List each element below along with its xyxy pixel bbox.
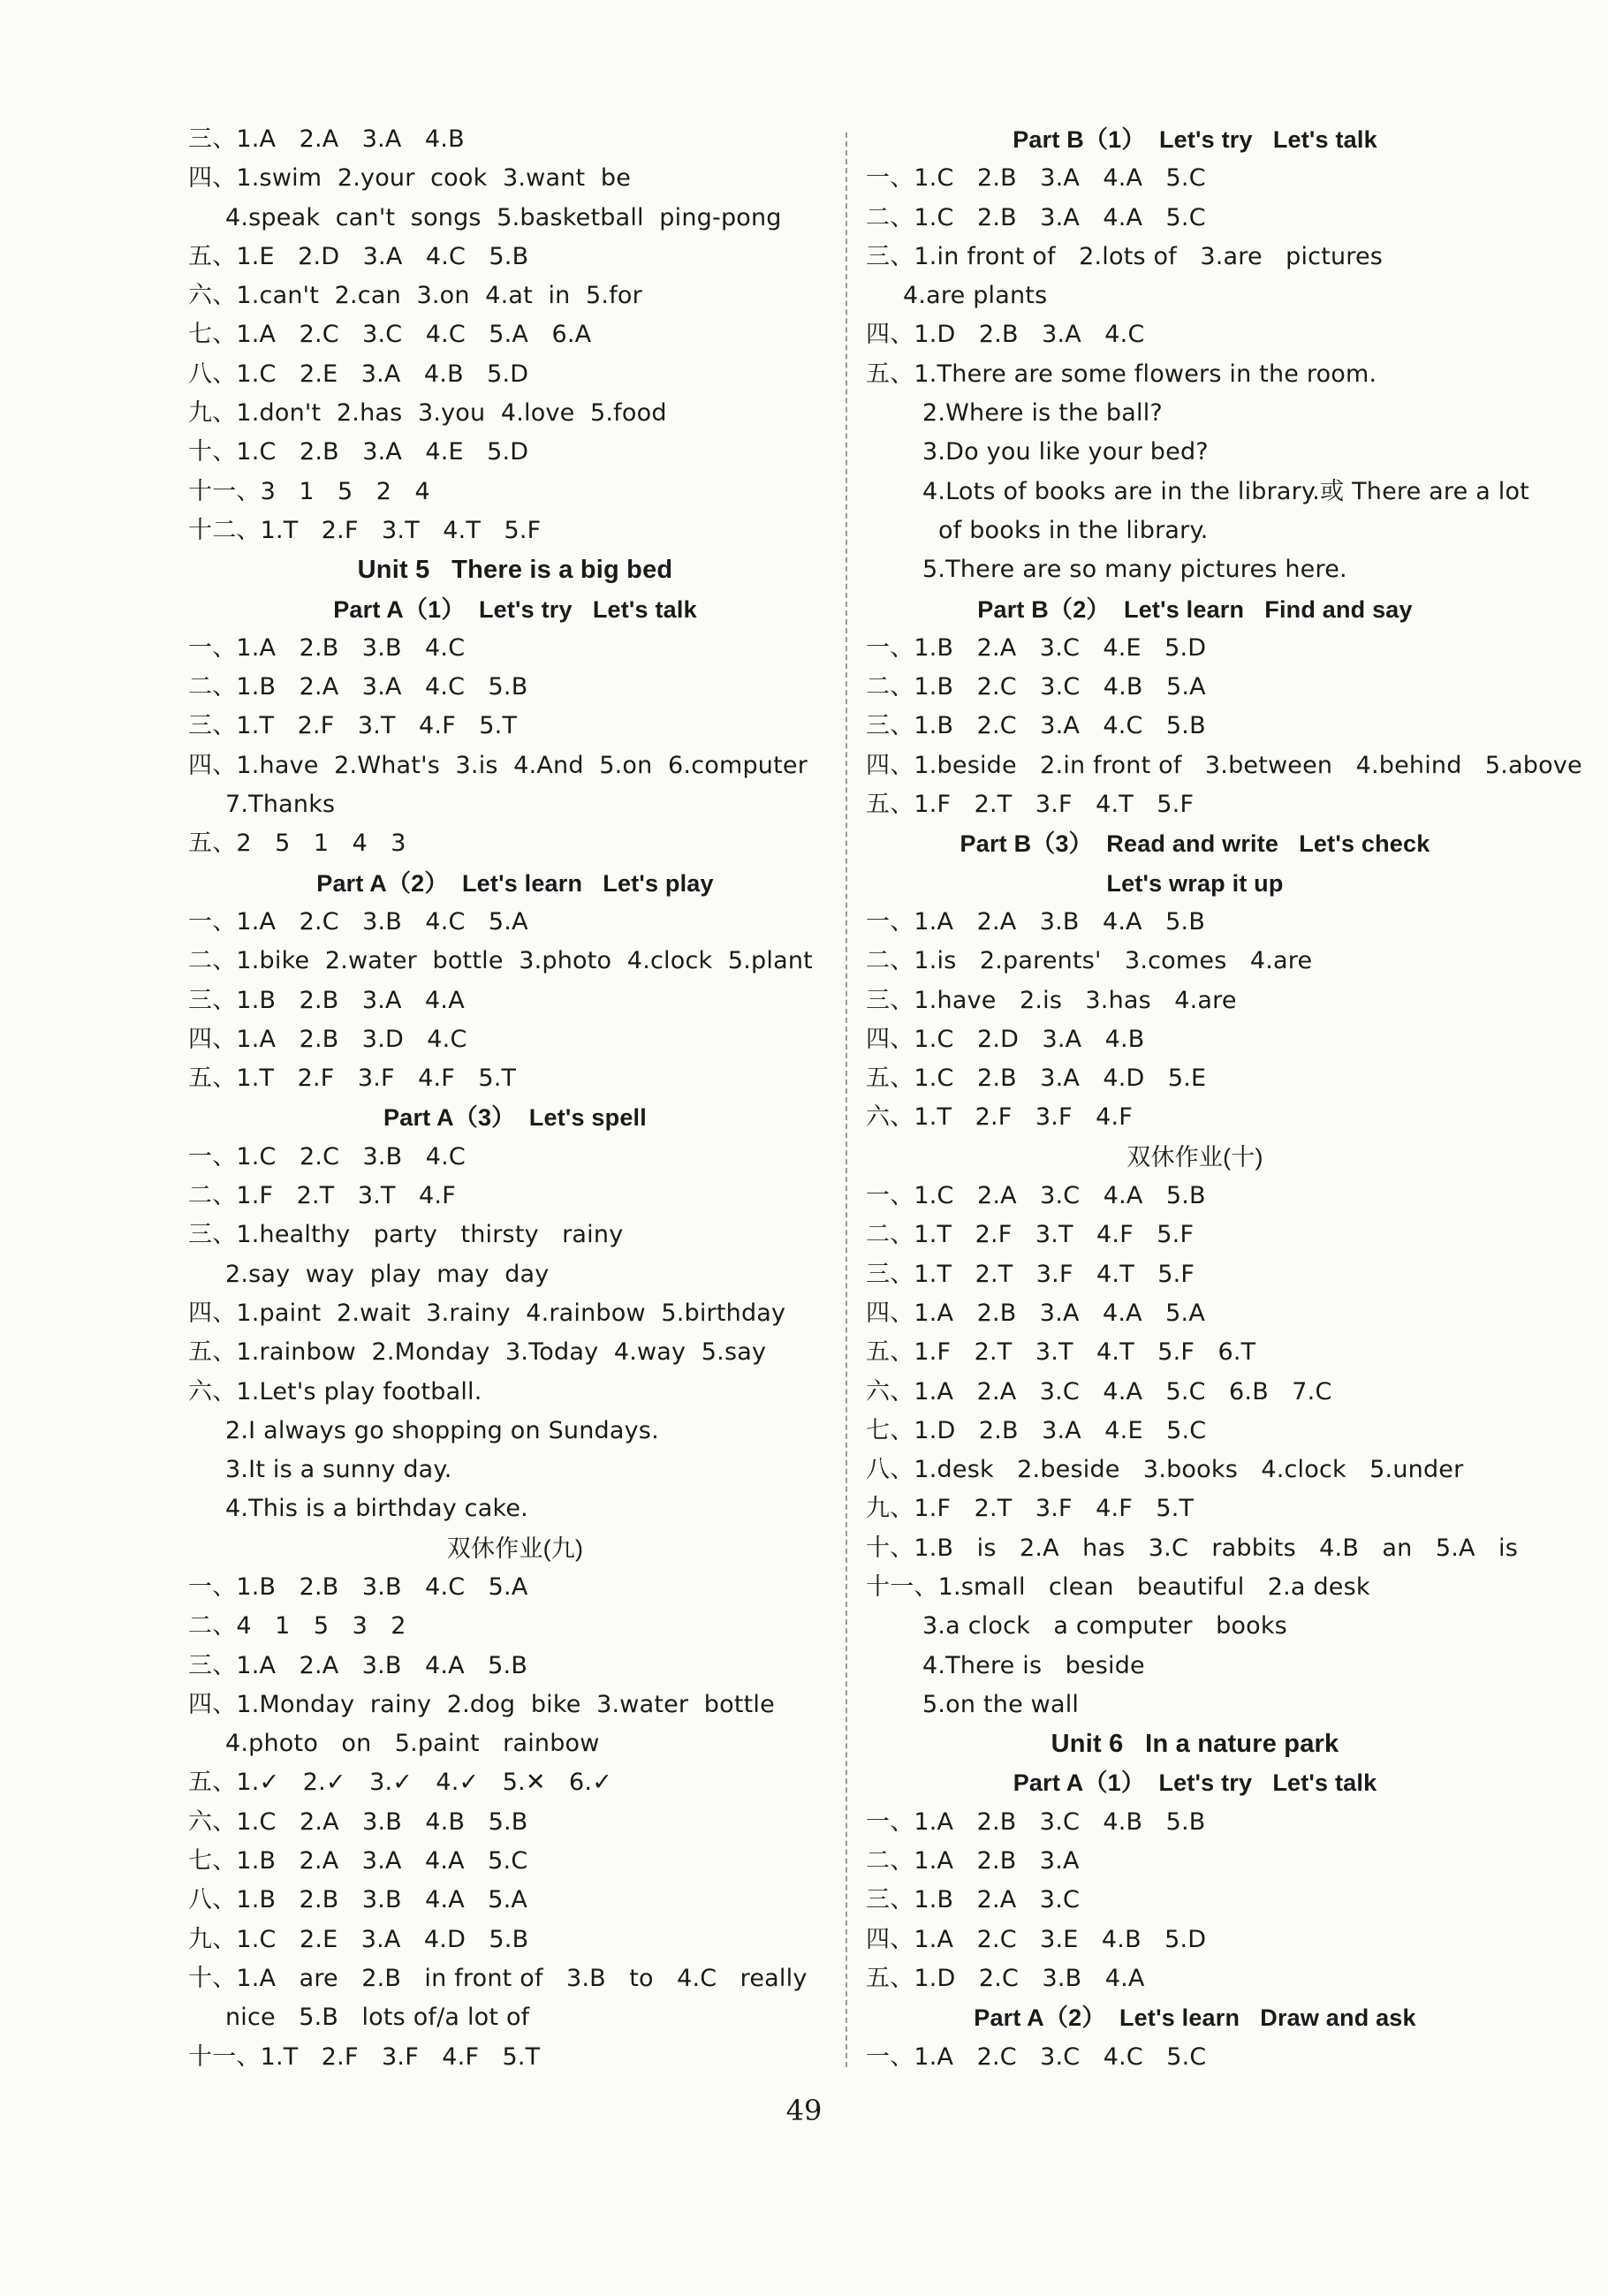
part-heading: Part A（2） Let's learn Draw and ask	[974, 2004, 1416, 2032]
column-divider	[846, 133, 847, 2067]
answer-line: 三、1.A 2.A 3.A 4.B	[188, 125, 465, 153]
answer-line: 4.There is beside	[922, 1651, 1145, 1679]
answer-line: 九、1.don't 2.has 3.you 4.love 5.food	[188, 399, 667, 428]
answer-line: 十一、1.T 2.F 3.F 4.F 5.T	[188, 2042, 541, 2071]
answer-line: 4.Lots of books are in the library.或 There are a lot	[922, 477, 1529, 505]
answer-line: 五、1.D 2.C 3.B 4.A	[866, 1964, 1145, 1992]
answer-line: 五、1.E 2.D 3.A 4.C 5.B	[188, 242, 529, 270]
answer-line: 四、1.A 2.B 3.D 4.C	[188, 1025, 467, 1053]
answer-line: 四、1.C 2.D 3.A 4.B	[866, 1025, 1145, 1053]
answer-line: 4.photo on 5.paint rainbow	[225, 1730, 600, 1758]
answer-line: 九、1.C 2.E 3.A 4.D 5.B	[188, 1925, 529, 1953]
answer-line: 三、1.B 2.A 3.C	[866, 1886, 1081, 1914]
answer-line: 2.Where is the ball?	[922, 399, 1163, 428]
answer-line: 十一、1.small clean beautiful 2.a desk	[866, 1572, 1370, 1601]
answer-line: 二、4 1 5 3 2	[188, 1612, 406, 1641]
answer-line: 十二、1.T 2.F 3.T 4.T 5.F	[188, 516, 542, 544]
answer-line: 六、1.Let's play football.	[188, 1377, 482, 1406]
answer-line: 三、1.have 2.is 3.has 4.are	[866, 986, 1237, 1014]
answer-line: 六、1.T 2.F 3.F 4.F	[866, 1103, 1133, 1132]
answer-line: 五、2 5 1 4 3	[188, 830, 406, 858]
answer-line: 一、1.C 2.C 3.B 4.C	[188, 1142, 466, 1171]
part-heading: Part A（1） Let's try Let's talk	[1013, 1769, 1377, 1797]
part-heading: Part B（3） Read and write Let's check	[959, 830, 1430, 858]
answer-line: 三、1.B 2.B 3.A 4.A	[188, 986, 465, 1014]
answer-line: 一、1.C 2.A 3.C 4.A 5.B	[866, 1182, 1206, 1210]
answer-line: 三、1.in front of 2.lots of 3.are pictures	[866, 242, 1384, 270]
answer-line: 二、1.A 2.B 3.A	[866, 1847, 1080, 1875]
page-number: 49	[785, 2094, 823, 2127]
answer-line: 一、1.C 2.B 3.A 4.A 5.C	[866, 164, 1206, 193]
answer-line: 2.say way play may day	[225, 1260, 550, 1288]
answer-line: 七、1.B 2.A 3.A 4.A 5.C	[188, 1847, 528, 1875]
part-heading: Part A（3） Let's spell	[383, 1104, 647, 1132]
answer-line: 四、1.swim 2.your cook 3.want be	[188, 164, 631, 193]
answer-line: 四、1.A 2.B 3.A 4.A 5.A	[866, 1299, 1205, 1327]
answer-line: 十、1.B is 2.A has 3.C rabbits 4.B an 5.A is	[866, 1534, 1518, 1562]
answer-line: 六、1.can't 2.can 3.on 4.at in 5.for	[188, 282, 642, 310]
right-column	[866, 120, 1582, 2077]
answer-line: 一、1.A 2.B 3.C 4.B 5.B	[866, 1807, 1206, 1836]
part-heading: Part B（1） Let's try Let's talk	[1013, 126, 1377, 153]
answer-line: 2.I always go shopping on Sundays.	[225, 1416, 659, 1444]
answer-line: 4.speak can't songs 5.basketball ping-pong	[225, 203, 782, 231]
answer-line: 四、1.Monday rainy 2.dog bike 3.water bottle	[188, 1690, 775, 1718]
answer-line: 四、1.A 2.C 3.E 4.B 5.D	[866, 1925, 1207, 1953]
answer-line: nice 5.B lots of/a lot of	[225, 2004, 530, 2032]
answer-line: 5.There are so many pictures here.	[922, 556, 1347, 584]
answer-line: 三、1.B 2.C 3.A 4.C 5.B	[866, 712, 1206, 740]
answer-line: 四、1.D 2.B 3.A 4.C	[866, 321, 1145, 349]
answer-line: 七、1.A 2.C 3.C 4.C 5.A 6.A	[188, 321, 592, 349]
answer-line: 4.are plants	[903, 282, 1048, 310]
answer-line: 5.on the wall	[922, 1690, 1080, 1718]
answer-line: 3.Do you like your bed?	[922, 438, 1209, 466]
answer-line: 八、1.C 2.E 3.A 4.B 5.D	[188, 360, 529, 388]
answer-line: 二、1.is 2.parents' 3.comes 4.are	[866, 947, 1313, 975]
answer-line: 二、1.bike 2.water bottle 3.photo 4.clock 5.plant	[188, 947, 813, 975]
answer-line: 三、1.T 2.F 3.T 4.F 5.T	[188, 712, 518, 740]
answer-line: 二、1.B 2.C 3.C 4.B 5.A	[866, 673, 1206, 701]
answer-line: 五、1.C 2.B 3.A 4.D 5.E	[866, 1065, 1207, 1093]
answer-line: 六、1.C 2.A 3.B 4.B 5.B	[188, 1807, 528, 1836]
answer-line: 五、1.There are some flowers in the room.	[866, 360, 1377, 388]
answer-line: 一、1.A 2.A 3.B 4.A 5.B	[866, 907, 1206, 936]
answer-line: 一、1.B 2.A 3.C 4.E 5.D	[866, 633, 1207, 662]
answer-line: 二、1.T 2.F 3.T 4.F 5.F	[866, 1221, 1195, 1249]
part-heading: Let's wrap it up	[1106, 869, 1284, 897]
answer-line: 三、1.T 2.T 3.F 4.T 5.F	[866, 1260, 1195, 1288]
answer-line: 五、1.F 2.T 3.T 4.T 5.F 6.T	[866, 1338, 1256, 1367]
part-heading: Part A（1） Let's try Let's talk	[333, 595, 697, 623]
answer-line: of books in the library.	[938, 516, 1209, 544]
answer-line: 二、1.C 2.B 3.A 4.A 5.C	[866, 203, 1206, 231]
answer-line: 五、1.✓ 2.✓ 3.✓ 4.✓ 5.✕ 6.✓	[188, 1769, 613, 1797]
part-heading: Part A（2） Let's learn Let's play	[316, 869, 714, 897]
answer-line: 一、1.A 2.B 3.B 4.C	[188, 633, 466, 662]
unit-heading: Unit 6 In a nature park	[1051, 1730, 1339, 1759]
left-column	[188, 120, 842, 2077]
answer-line: 4.This is a birthday cake.	[225, 1495, 528, 1523]
homework-heading: 双休作业(十)	[1126, 1143, 1263, 1171]
answer-line: 四、1.have 2.What's 3.is 4.And 5.on 6.computer	[188, 751, 808, 779]
answer-line: 五、1.rainbow 2.Monday 3.Today 4.way 5.say	[188, 1338, 767, 1367]
answer-line: 十、1.A are 2.B in front of 3.B to 4.C really	[188, 1964, 808, 1992]
answer-line: 四、1.paint 2.wait 3.rainy 4.rainbow 5.birthday	[188, 1299, 786, 1327]
answer-line: 一、1.A 2.C 3.B 4.C 5.A	[188, 907, 528, 936]
answer-line: 二、1.B 2.A 3.A 4.C 5.B	[188, 673, 528, 701]
answer-line: 3.a clock a computer books	[922, 1612, 1287, 1641]
answer-line: 八、1.B 2.B 3.B 4.A 5.A	[188, 1886, 528, 1914]
part-heading: Part B（2） Let's learn Find and say	[977, 595, 1413, 623]
answer-line: 五、1.F 2.T 3.F 4.T 5.F	[866, 791, 1195, 819]
answer-line: 一、1.A 2.C 3.C 4.C 5.C	[866, 2042, 1207, 2071]
answer-line: 7.Thanks	[225, 791, 336, 819]
answer-line: 十一、3 1 5 2 4	[188, 477, 430, 505]
answer-line: 3.It is a sunny day.	[225, 1456, 452, 1484]
unit-heading: Unit 5 There is a big bed	[357, 556, 673, 585]
answer-line: 二、1.F 2.T 3.T 4.F	[188, 1182, 456, 1210]
answer-line: 三、1.healthy party thirsty rainy	[188, 1221, 624, 1249]
answer-line: 七、1.D 2.B 3.A 4.E 5.C	[866, 1416, 1207, 1444]
answer-line: 一、1.B 2.B 3.B 4.C 5.A	[188, 1572, 528, 1601]
answer-line: 四、1.beside 2.in front of 3.between 4.behind 5.above	[866, 751, 1582, 779]
answer-line: 三、1.A 2.A 3.B 4.A 5.B	[188, 1651, 528, 1679]
answer-line: 九、1.F 2.T 3.F 4.F 5.T	[866, 1495, 1195, 1523]
answer-line: 五、1.T 2.F 3.F 4.F 5.T	[188, 1065, 517, 1093]
homework-heading: 双休作业(九)	[446, 1534, 584, 1562]
answer-line: 十、1.C 2.B 3.A 4.E 5.D	[188, 438, 529, 466]
answer-line: 六、1.A 2.A 3.C 4.A 5.C 6.B 7.C	[866, 1377, 1332, 1406]
answer-line: 八、1.desk 2.beside 3.books 4.clock 5.under	[866, 1456, 1464, 1484]
